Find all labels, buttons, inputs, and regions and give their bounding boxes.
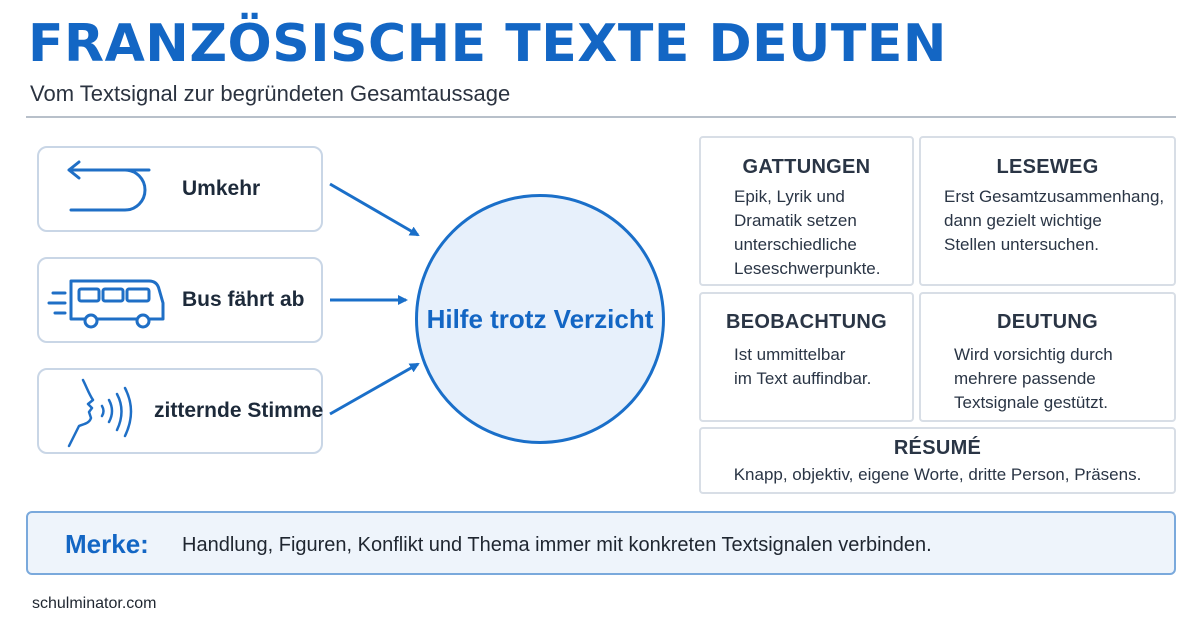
merke-text: Handlung, Figuren, Konflikt und Thema immer mit konkreten Textsignalen verbinden.: [182, 534, 932, 556]
card-text: Erst Gesamtzusammenhang, dann gezielt wichtige Stellen untersuchen.: [944, 187, 1165, 254]
signal-label: Bus fährt ab: [182, 288, 305, 311]
card-gattungen: [699, 136, 914, 286]
card-title: RÉSUMÉ: [893, 437, 982, 459]
center-circle: [415, 194, 665, 444]
signal-label: Umkehr: [182, 177, 261, 200]
card-beobachtung: [699, 292, 914, 422]
card-resume: [699, 427, 1176, 494]
page-title: FRANZÖSISCHE TEXTE DEUTEN: [28, 14, 947, 74]
card-title: BEOBACHTUNG: [725, 311, 888, 333]
card-deutung: [919, 292, 1176, 422]
center-label: Hilfe trotz Verzicht: [426, 303, 654, 334]
card-title: LESEWEG: [996, 156, 1099, 178]
card-leseweg: [919, 136, 1176, 286]
signal-label: zitternde Stimme: [154, 399, 324, 422]
card-text: Ist ummittelbar im Text auffindbar.: [734, 345, 872, 388]
card-text: Wird vorsichtig durch mehrere passende Textsignale gestützt.: [954, 345, 1113, 412]
arrow-stimme: [330, 364, 418, 414]
page-subtitle: Vom Textsignal zur begründeten Gesamtaussage: [30, 81, 511, 106]
merke-label: Merke:: [65, 529, 149, 559]
card-text: Epik, Lyrik und Dramatik setzen unterschiedliche Leseschwerpunkte.: [734, 187, 881, 278]
footer-source: schulminator.com: [32, 595, 157, 612]
card-text: Knapp, objektiv, eigene Worte, dritte Person, Präsens.: [733, 465, 1142, 484]
card-title: DEUTUNG: [997, 311, 1098, 333]
merke-box: [26, 511, 1176, 575]
arrow-umkehr: [330, 184, 418, 235]
card-title: GATTUNGEN: [742, 156, 871, 178]
